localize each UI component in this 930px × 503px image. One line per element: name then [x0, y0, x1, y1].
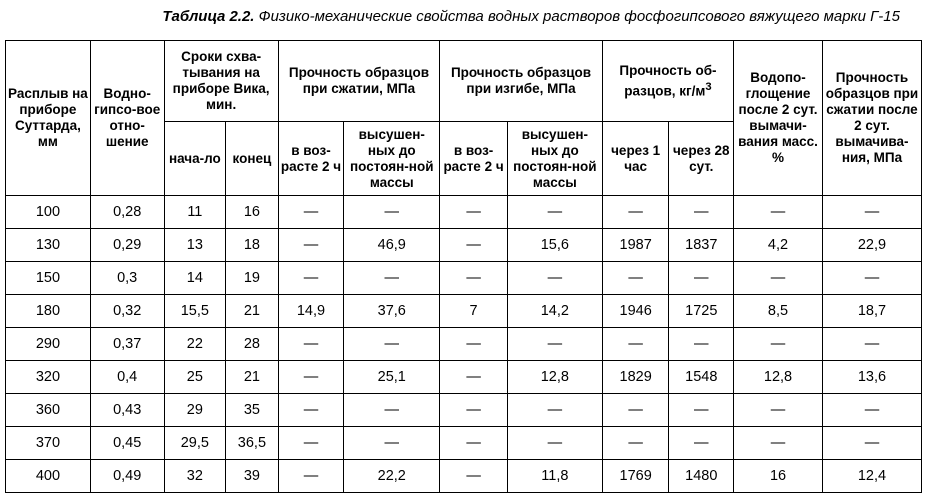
table-row — [6, 328, 922, 361]
cell-spread: 180 — [6, 295, 91, 328]
cell-strength-after-soaking: — — [822, 196, 921, 229]
cell-density-1h: — — [602, 427, 669, 460]
cell-setting-end: 28 — [226, 328, 279, 361]
cell-water-gypsum-ratio: 0,37 — [90, 328, 164, 361]
cell-water-gypsum-ratio: 0,3 — [90, 262, 164, 295]
cell-setting-start: 13 — [164, 229, 226, 262]
cell-setting-end: 39 — [226, 460, 279, 493]
cell-bending-2h: — — [440, 196, 508, 229]
cell-bending-2h: — — [440, 361, 508, 394]
cell-compressive-dried: 22,2 — [344, 460, 440, 493]
cell-bending-dried: — — [507, 262, 602, 295]
cell-density-1h: 1987 — [602, 229, 669, 262]
cell-density-28d: 1480 — [669, 460, 734, 493]
cell-compressive-dried: — — [344, 262, 440, 295]
cell-bending-dried: 14,2 — [507, 295, 602, 328]
cell-density-28d: — — [669, 262, 734, 295]
cell-compressive-dried: 25,1 — [344, 361, 440, 394]
header-bending-dried: высушен-ных до постоян-ной массы — [507, 122, 602, 196]
cell-density-1h: 1946 — [602, 295, 669, 328]
header-bending-2h: в воз-расте 2 ч — [440, 122, 508, 196]
cell-compressive-2h: — — [278, 394, 344, 427]
cell-bending-dried: — — [507, 394, 602, 427]
cell-density-28d: — — [669, 196, 734, 229]
cell-setting-end: 16 — [226, 196, 279, 229]
cell-strength-after-soaking: — — [822, 262, 921, 295]
table-row — [6, 361, 922, 394]
cell-water-absorption: 4,2 — [734, 229, 823, 262]
cell-compressive-2h: — — [278, 196, 344, 229]
cell-compressive-dried: — — [344, 427, 440, 460]
cell-bending-2h: — — [440, 427, 508, 460]
cell-spread: 130 — [6, 229, 91, 262]
cell-bending-2h: — — [440, 328, 508, 361]
cell-compressive-dried: — — [344, 394, 440, 427]
cell-water-gypsum-ratio: 0,29 — [90, 229, 164, 262]
header-compressive-dried: высушен-ных до постоян-ной массы — [344, 122, 440, 196]
cell-density-1h: — — [602, 262, 669, 295]
cell-compressive-2h: — — [278, 460, 344, 493]
cell-water-absorption: — — [734, 328, 823, 361]
cell-strength-after-soaking: 12,4 — [822, 460, 921, 493]
properties-table — [5, 40, 922, 493]
header-spread: Расплыв на приборе Суттарда, мм — [6, 41, 91, 196]
cell-spread: 290 — [6, 328, 91, 361]
cell-density-1h: 1829 — [602, 361, 669, 394]
cell-strength-after-soaking: 18,7 — [822, 295, 921, 328]
cell-density-28d: — — [669, 427, 734, 460]
header-setting-time: Сроки схва-тывания на приборе Вика, мин. — [164, 41, 278, 122]
cell-density-1h: — — [602, 394, 669, 427]
cell-water-gypsum-ratio: 0,4 — [90, 361, 164, 394]
cell-water-absorption: — — [734, 394, 823, 427]
cell-spread: 100 — [6, 196, 91, 229]
cell-setting-end: 18 — [226, 229, 279, 262]
cell-spread: 400 — [6, 460, 91, 493]
header-water-absorption: Водопо-глощение после 2 сут. вымачи-вания масс. % — [734, 41, 823, 196]
header-density-superscript: 3 — [705, 80, 712, 93]
cell-setting-start: 29 — [164, 394, 226, 427]
header-density-1h: через 1 час — [602, 122, 669, 196]
table-caption — [0, 8, 900, 25]
table-row — [6, 262, 922, 295]
table-row — [6, 229, 922, 262]
cell-spread: 370 — [6, 427, 91, 460]
header-setting-end: конец — [226, 122, 279, 196]
header-strength-after-soaking: Прочность образцов при сжатии после 2 сут. вымачива-ния, МПа — [822, 41, 921, 196]
header-compressive-strength: Прочность образцов при сжатии, МПа — [278, 41, 440, 122]
table-row — [6, 460, 922, 493]
header-density-text: Прочность об-разцов, кг/м — [619, 62, 717, 99]
cell-compressive-2h: — — [278, 262, 344, 295]
cell-compressive-dried: 46,9 — [344, 229, 440, 262]
cell-setting-end: 35 — [226, 394, 279, 427]
cell-water-absorption: — — [734, 262, 823, 295]
cell-strength-after-soaking: — — [822, 427, 921, 460]
cell-water-gypsum-ratio: 0,28 — [90, 196, 164, 229]
cell-bending-dried: — — [507, 427, 602, 460]
table-row — [6, 427, 922, 460]
cell-water-gypsum-ratio: 0,45 — [90, 427, 164, 460]
cell-water-gypsum-ratio: 0,32 — [90, 295, 164, 328]
cell-density-1h: — — [602, 328, 669, 361]
cell-bending-dried: 11,8 — [507, 460, 602, 493]
cell-compressive-2h: 14,9 — [278, 295, 344, 328]
cell-setting-start: 29,5 — [164, 427, 226, 460]
cell-setting-start: 22 — [164, 328, 226, 361]
header-setting-start: нача-ло — [164, 122, 226, 196]
cell-setting-start: 14 — [164, 262, 226, 295]
cell-water-gypsum-ratio: 0,43 — [90, 394, 164, 427]
cell-density-1h: — — [602, 196, 669, 229]
cell-setting-end: 36,5 — [226, 427, 279, 460]
cell-density-1h: 1769 — [602, 460, 669, 493]
cell-bending-2h: — — [440, 262, 508, 295]
cell-setting-start: 25 — [164, 361, 226, 394]
cell-density-28d: 1837 — [669, 229, 734, 262]
cell-compressive-dried: 37,6 — [344, 295, 440, 328]
cell-spread: 150 — [6, 262, 91, 295]
cell-strength-after-soaking: — — [822, 328, 921, 361]
cell-compressive-2h: — — [278, 229, 344, 262]
cell-setting-end: 19 — [226, 262, 279, 295]
cell-spread: 320 — [6, 361, 91, 394]
header-density — [602, 41, 733, 122]
cell-water-absorption: 8,5 — [734, 295, 823, 328]
cell-density-28d: — — [669, 328, 734, 361]
table-body — [6, 196, 922, 493]
cell-setting-end: 21 — [226, 361, 279, 394]
cell-bending-2h: 7 — [440, 295, 508, 328]
caption-label: Таблица 2.2. — [162, 8, 255, 25]
cell-water-gypsum-ratio: 0,49 — [90, 460, 164, 493]
cell-setting-start: 32 — [164, 460, 226, 493]
cell-compressive-dried: — — [344, 196, 440, 229]
caption-text: Физико-механические свойства водных растворов фосфогипсового вяжущего марки Г-15 — [258, 8, 900, 25]
cell-water-absorption: 16 — [734, 460, 823, 493]
cell-bending-dried: — — [507, 328, 602, 361]
cell-density-28d: 1548 — [669, 361, 734, 394]
cell-spread: 360 — [6, 394, 91, 427]
cell-strength-after-soaking: — — [822, 394, 921, 427]
cell-water-absorption: — — [734, 196, 823, 229]
header-bending-strength: Прочность образцов при изгибе, МПа — [440, 41, 603, 122]
cell-setting-start: 15,5 — [164, 295, 226, 328]
cell-bending-dried: 15,6 — [507, 229, 602, 262]
cell-setting-end: 21 — [226, 295, 279, 328]
cell-bending-2h: — — [440, 460, 508, 493]
cell-compressive-2h: — — [278, 328, 344, 361]
cell-density-28d: 1725 — [669, 295, 734, 328]
table-row — [6, 394, 922, 427]
cell-setting-start: 11 — [164, 196, 226, 229]
cell-strength-after-soaking: 22,9 — [822, 229, 921, 262]
cell-bending-dried: — — [507, 196, 602, 229]
cell-compressive-2h: — — [278, 361, 344, 394]
header-density-28d: через 28 сут. — [669, 122, 734, 196]
header-compressive-2h: в воз-расте 2 ч — [278, 122, 344, 196]
cell-density-28d: — — [669, 394, 734, 427]
cell-bending-2h: — — [440, 229, 508, 262]
table-row — [6, 295, 922, 328]
table-row — [6, 196, 922, 229]
cell-bending-dried: 12,8 — [507, 361, 602, 394]
cell-water-absorption: — — [734, 427, 823, 460]
cell-compressive-2h: — — [278, 427, 344, 460]
cell-bending-2h: — — [440, 394, 508, 427]
cell-water-absorption: 12,8 — [734, 361, 823, 394]
cell-compressive-dried: — — [344, 328, 440, 361]
header-water-gypsum-ratio: Водно-гипсо-вое отно-шение — [90, 41, 164, 196]
cell-strength-after-soaking: 13,6 — [822, 361, 921, 394]
